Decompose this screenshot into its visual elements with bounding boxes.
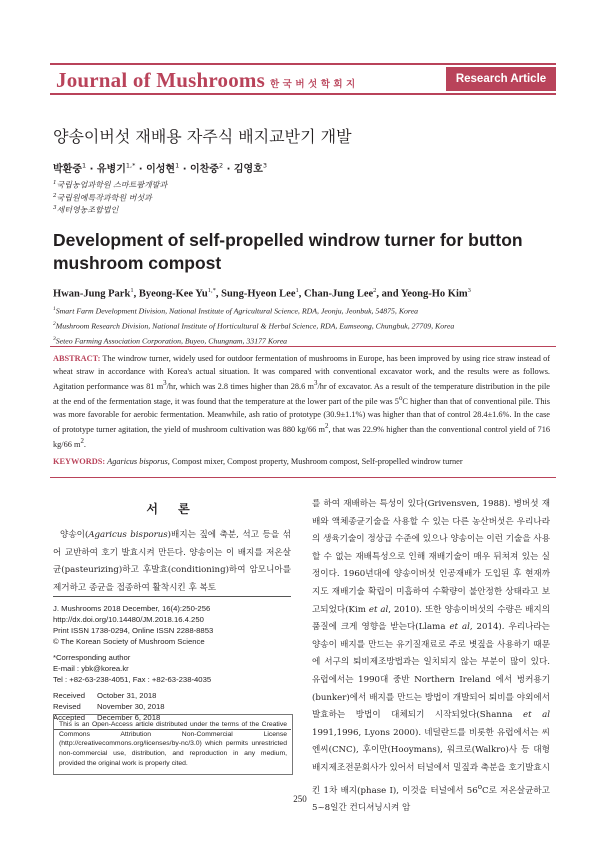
date-value: December 6, 2018 (97, 713, 161, 722)
body-sup: o (477, 781, 483, 791)
author-sup: 1 (175, 161, 180, 170)
affiliation-en (53, 303, 553, 318)
affiliations-korean (53, 178, 167, 216)
body-text: , 2010). 또한 양송이버섯의 수량은 배지의 품질에 크게 영향을 받는다(Llama (312, 604, 551, 633)
author-sup: 1 (295, 287, 299, 294)
author-sup: 3 (467, 287, 471, 294)
author-sup: 2 (218, 161, 224, 170)
author-sup: 2 (373, 287, 377, 294)
header-top-rule (50, 63, 556, 65)
author-en: Sung-Hyeon Lee (221, 288, 296, 300)
intro-left-column (53, 527, 291, 597)
title-korean: 양송이버섯 재배용 자주식 배지교반기 개발 (53, 127, 352, 146)
keyword-italic: Agaricus bisporus (107, 457, 168, 466)
abstract-text: The windrow turner, widely used for outdoor fermentation of mushrooms in Europe, has been improved by using rice straw instead of wheat straw in accordance with Korea's actual situation. It was compared with conventional excavator work, and the results were as follows. Agitation performance was 81 m (53, 354, 550, 391)
date-label: Received (53, 691, 86, 700)
author-ko: 이성현 (146, 164, 176, 175)
affiliation-en (53, 318, 553, 333)
keywords-text: , Compost mixer, Compost property, Mushroom compost, Self-propelled windrow turner (167, 457, 463, 466)
body-text: )배지는 짚에 축분, 석고 등을 섞어 교반하여 호기 발효시켜 만든다. 양송이는 이 배지를 저온살균(pasteurizing)하고 후발효(conditioning)하여 암모니아를 제거하고 종균을 접종하여 활착시킨 후 복토 (53, 530, 291, 593)
authors-korean: 박환중$^1$ · 유병기$^{1,*}$ · 이성현$^1$ · 이찬중$^2$ · 김영호$^3$ (53, 161, 267, 175)
author-ko: 유병기 (96, 164, 126, 175)
author-sup: 1,* (207, 287, 216, 294)
body-text: 양송이( (60, 530, 89, 540)
affiliation-sup: 2 (53, 192, 57, 199)
body-text: 1991,1996, Lyons 2000). 네덜란드를 비롯한 유럽에서는 씨엔씨(CNC), 후이만(Hooymans), 워크로(Walkro)사 등 대형 배지제조전문회사가 있어서 터널에서 밀짚과 축분을 호기발효시킨 1차 배지(phase I), 이것을 터널에서 56 (312, 727, 550, 796)
date-value: October 31, 2018 (97, 691, 157, 700)
author-sup: 1 (81, 161, 87, 170)
title-english: Development of self-propelled windrow turner for button mushroom compost (53, 230, 523, 273)
abstract-text: /hr, which was 2.8 times higher than 28.6 m (166, 381, 315, 391)
affiliation-sup: 3 (53, 336, 56, 343)
doi-link[interactable]: http://dx.doi.org/10.14480/JM.2018.16.4.250 (53, 615, 204, 624)
abstract-sup: 2 (80, 438, 84, 446)
telephone: Tel : +82-63-238-4051, Fax : +82-63-238-4035 (53, 675, 212, 684)
journal-header (50, 66, 556, 94)
date-label: Accepted (53, 713, 86, 722)
author-en: Hwan-Jung Park (53, 288, 131, 300)
abstract-label: ABSTRACT: (53, 354, 101, 363)
affiliation-text: 세터영농조합법인 (56, 205, 119, 215)
abstract-text: C higher than that of conventional pile. This was more favorable for aerobic fermentation. Meanwhile, ash ratio of prototype (30.9±1.1%) was higher than that of control 28.4±1.6%. In the case of prototype turner agitation, the yield of mushroom cultivation was 880 kg/66 m (53, 397, 550, 434)
copyright: © The Korean Society of Mushroom Science (53, 637, 205, 646)
body-text: , 2014). 우리나라는 양송이 배지를 만드는 유기질재료로 주로 볏짚을 사용하기 때문에 서구의 퇴비제조방법과는 일치되지 않는 부분이 많이 있다. 유럽에서는 1990대 중반 Northern Ireland 에서 벙커용기(bunker)에서 배지를 만드는 방법이 개발되어 퇴비를 야외에서 발효하는 방법이 대체되기 시작되었다(Shanna (312, 622, 550, 721)
body-italic: et al (449, 622, 470, 633)
author-en: Byeong-Kee Yu (138, 288, 208, 300)
author-sup: 3 (262, 161, 267, 170)
affiliation-text: Mushroom Research Division, National Institute of Horticultural & Herbal Science, RDA, Eumseong, Chungbuk, 27709, Korea (55, 321, 455, 331)
affiliation-text: 국립농업과학원 스마트팜개발과 (56, 180, 168, 190)
abstract-sup: o (398, 395, 403, 403)
journal-name-korean: 한국버섯학회지 (270, 79, 359, 90)
affiliation-text: 국립원예특작과학원 버섯과 (56, 193, 152, 203)
affiliation-ko (53, 203, 167, 216)
keywords (53, 457, 550, 466)
affiliation-text: Smart Farm Development Division, National Institute of Agricultural Science, RDA, Jeonju, Jeonbuk, 54875, Korea (55, 306, 419, 316)
abstract-sup: 2 (324, 423, 329, 431)
affiliation-text: Seteo Farming Association Corporation, Buyeo, Chungnam, 33177 Korea (55, 336, 288, 346)
journal-name: Journal of Mushrooms (56, 68, 265, 92)
affiliation-sup: 2 (53, 321, 56, 328)
affiliations-english (53, 303, 553, 348)
keywords-bottom-rule (50, 477, 556, 478)
article-type-badge: Research Article (446, 67, 556, 91)
header-bottom-rule (50, 93, 556, 95)
open-access-notice: This is an Open-Access article distributed under the terms of the Creative Commons Attribution Non-Commercial License (http://creativecommons.org/licenses/by-nc/3.0) which permits unrestricted non-commercial use, distribution, and reproduction in any medium, provided the original work is properly cited. (53, 714, 293, 775)
abstract-text: , that was 22.9% higher than the conventional control yield of 716 kg/66 m (53, 424, 550, 450)
abstract-text: /hr of excavator. As a result of the temperature distribution in the pile at the end of the fermentation stage, it was found that the temperature at the lower part of the pile was 5 (53, 381, 550, 407)
page-number: 250 (293, 794, 307, 804)
abstract-text: . (83, 440, 86, 450)
author-sup: 1 (130, 287, 134, 294)
body-italic: Agaricus bisporus (88, 530, 168, 540)
author-ko: 김영호 (233, 164, 263, 175)
abstract-top-rule (50, 346, 556, 347)
abstract-sup: 3 (314, 380, 318, 387)
affiliation-ko (53, 191, 167, 204)
email[interactable]: E-mail : ybk@korea.kr (53, 664, 129, 673)
abstract (53, 353, 550, 452)
issn: Print ISSN 1738-0294, Online ISSN 2288-8853 (53, 626, 214, 635)
keywords-label: KEYWORDS: (53, 457, 106, 466)
author-en: Yeong-Ho Kim (400, 288, 468, 300)
author-ko: 박환중 (53, 164, 82, 175)
abstract-sup: 3 (163, 380, 167, 387)
authors-english: Hwan-Jung Park$^1$, Byeong-Kee $Yu^{1,*}$, Sung-Hyeon Lee$^1$, Chan-Jung Lee$^2$, and Yeong-Ho Kim$^3$ (53, 287, 471, 300)
affiliation-ko (53, 178, 167, 191)
article-info-box (53, 596, 291, 730)
body-italic: et al (523, 710, 550, 721)
body-text: 를 하여 재배하는 특성이 있다(Grivensven, 1988). 병버섯 재배와 액체종균기술을 사용할 수 있는 다른 농산버섯은 우리나라의 생육기술이 정상급 수준에 있으나 양송이는 이런 기술을 사용할 수 없는 재배특성으로 인해 재배기술이 매우 뒤쳐져 있는 실정이다. 1960년대에 양송이버섯 인공재배가 도입된 후 현재까지도 재배기술 확립이 미흡하여 수확량이 불안정한 상태라고 보고되었다(Kim (312, 499, 550, 615)
date-value: November 30, 2018 (97, 702, 165, 711)
affiliation-sup: 1 (53, 306, 56, 312)
section-title-introduction: 서 론 (146, 502, 198, 516)
author-sup: 1,* (125, 161, 136, 170)
intro-right-column (312, 496, 550, 818)
citation: J. Mushrooms 2018 December, 16(4):250-256 (53, 604, 211, 613)
body-text: C로 저온살균하고 5~8일간 컨디셔닝시켜 암 (312, 785, 550, 813)
date-label: Revised (53, 702, 81, 711)
affiliation-sup: 3 (53, 205, 57, 212)
body-italic: et al (368, 604, 389, 615)
corresponding-author: *Corresponding author (53, 653, 131, 662)
author-ko: 이찬중 (189, 164, 219, 175)
affiliation-sup: 1 (53, 180, 57, 186)
author-en: Chan-Jung Lee (304, 288, 374, 300)
